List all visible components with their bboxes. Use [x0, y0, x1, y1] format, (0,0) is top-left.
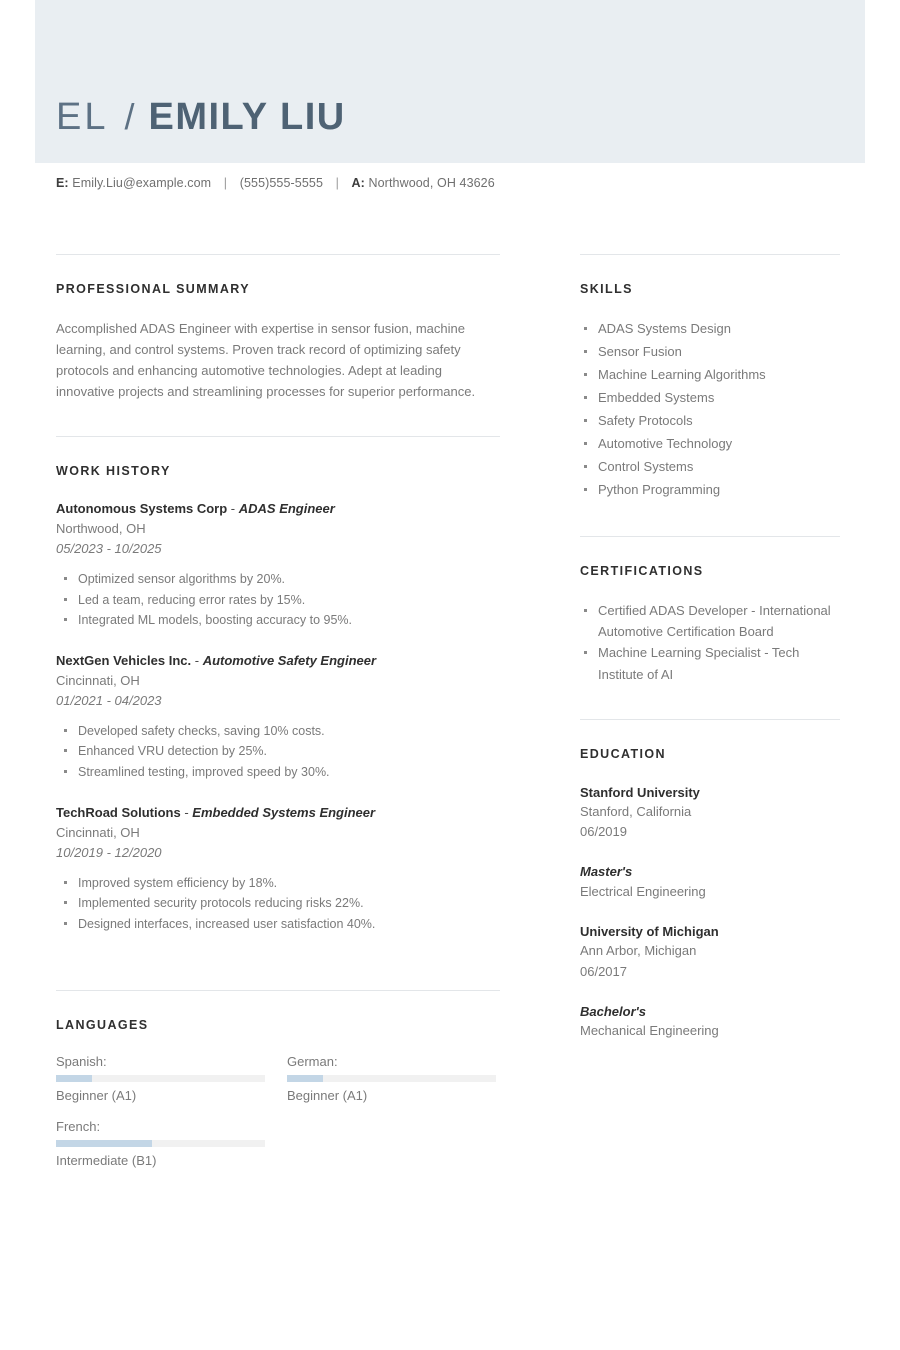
language-item: [56, 1054, 265, 1103]
certification-item: Certified ADAS Developer - International Automotive Certification Board: [580, 600, 840, 642]
language-progress-fill: [56, 1140, 152, 1147]
section-spacer: [580, 685, 840, 719]
language-item: [287, 1054, 496, 1103]
job-bullet-list: [56, 721, 500, 782]
language-progress-track: [56, 1140, 265, 1147]
divider-summary: [56, 254, 500, 255]
section-title-certifications: CERTIFICATIONS: [580, 564, 704, 579]
divider-work-history: [56, 436, 500, 437]
job-dash: -: [180, 804, 193, 820]
skill-item: Embedded Systems: [580, 387, 840, 408]
right-column: [580, 254, 840, 1061]
divider-skills: [580, 254, 840, 255]
name-heading: [56, 96, 346, 139]
job-bullet: Developed safety checks, saving 10% costs.: [56, 721, 500, 741]
language-progress-track: [287, 1075, 496, 1082]
job-location: Cincinnati, OH: [56, 672, 140, 688]
contact-line: [56, 176, 495, 190]
language-progress-fill: [287, 1075, 323, 1082]
job-role: Automotive Safety Engineer: [202, 653, 377, 669]
language-progress-fill: [56, 1075, 92, 1082]
section-title-languages: LANGUAGES: [56, 1017, 149, 1032]
name-separator: /: [124, 96, 135, 137]
education-degree: Bachelor's: [580, 1003, 646, 1019]
address-value: Northwood, OH 43626: [368, 176, 495, 190]
job-role: ADAS Engineer: [238, 501, 335, 517]
skill-item: Safety Protocols: [580, 410, 840, 431]
language-name: German:: [287, 1053, 338, 1069]
job-dash: -: [227, 501, 239, 517]
job-entry: [56, 804, 500, 934]
job-bullet: Integrated ML models, boosting accuracy to 95%.: [56, 610, 500, 630]
education-date: 06/2017: [580, 963, 627, 979]
education-field: Electrical Engineering: [580, 883, 706, 899]
education-date: 06/2019: [580, 824, 627, 840]
language-level: Beginner (A1): [287, 1087, 368, 1103]
job-bullet: Improved system efficiency by 18%.: [56, 873, 500, 893]
education-field: Mechanical Engineering: [580, 1023, 719, 1039]
job-bullet-list: [56, 873, 500, 934]
skill-item: Python Programming: [580, 479, 840, 500]
summary-text: Accomplished ADAS Engineer with expertise in sensor fusion, machine learning, and control systems. Proven track record of optimizing safety protocols and enhancing automotive technologies. Adept at leading innovative projects and streamlining processes for superior performance.: [56, 321, 476, 400]
job-title-line: [56, 500, 500, 519]
job-title-line: [56, 804, 500, 823]
skill-item: Control Systems: [580, 456, 840, 477]
address-label: A:: [351, 176, 365, 190]
skill-item: Automotive Technology: [580, 433, 840, 454]
language-name: French:: [56, 1118, 101, 1134]
section-title-skills: SKILLS: [580, 282, 633, 296]
phone-value: (555)555-5555: [239, 176, 324, 190]
job-bullet: Led a team, reducing error rates by 15%.: [56, 590, 500, 610]
job-dates: 01/2021 - 04/2023: [56, 693, 162, 709]
education-school: Stanford University: [580, 784, 700, 800]
skill-item: Machine Learning Algorithms: [580, 364, 840, 385]
initials-monogram: EL: [56, 96, 109, 138]
job-bullet: Streamlined testing, improved speed by 30%.: [56, 762, 500, 782]
job-dash: -: [191, 653, 203, 669]
language-progress-track: [56, 1075, 265, 1082]
education-degree-entry: [580, 862, 840, 902]
skills-list: [580, 318, 840, 500]
section-title-education: EDUCATION: [580, 746, 666, 761]
job-bullet: Optimized sensor algorithms by 20%.: [56, 569, 500, 589]
job-company: TechRoad Solutions: [56, 804, 181, 820]
education-location: Ann Arbor, Michigan: [580, 943, 697, 959]
job-bullet: Designed interfaces, increased user satisfaction 40%.: [56, 914, 500, 934]
language-level: Intermediate (B1): [56, 1152, 157, 1168]
contact-divider-2: |: [335, 176, 339, 190]
job-location: Cincinnati, OH: [56, 824, 140, 840]
languages-grid: [56, 1054, 500, 1184]
job-role: Embedded Systems Engineer: [192, 804, 376, 820]
job-entry: [56, 500, 500, 630]
contact-divider-1: |: [223, 176, 228, 190]
job-title-line: [56, 652, 500, 671]
divider-languages: [56, 990, 500, 991]
education-degree-entry: [580, 1002, 840, 1042]
section-spacer: [580, 502, 840, 536]
language-level: Beginner (A1): [56, 1087, 137, 1103]
education-entry: [580, 783, 840, 843]
divider-education: [580, 719, 840, 720]
job-dates: 10/2019 - 12/2020: [56, 844, 162, 860]
job-company: Autonomous Systems Corp: [56, 501, 228, 517]
email-label: E:: [56, 176, 69, 190]
divider-certifications: [580, 536, 840, 537]
certification-item: Machine Learning Specialist - Tech Institute of AI: [580, 642, 840, 684]
language-item: [56, 1119, 265, 1168]
education-location: Stanford, California: [580, 804, 692, 820]
job-bullet: Enhanced VRU detection by 25%.: [56, 741, 500, 761]
section-title-summary: PROFESSIONAL SUMMARY: [56, 282, 250, 296]
job-entry: [56, 652, 500, 782]
skill-item: Sensor Fusion: [580, 341, 840, 362]
job-bullet: Implemented security protocols reducing risks 22%.: [56, 893, 500, 913]
education-degree: Master's: [580, 864, 633, 880]
job-bullet-list: [56, 569, 500, 630]
section-spacer: [56, 956, 500, 990]
skill-item: ADAS Systems Design: [580, 318, 840, 339]
full-name: EMILY LIU: [148, 96, 346, 138]
education-school: University of Michigan: [580, 923, 719, 939]
left-column: [56, 254, 500, 1184]
language-name: Spanish:: [56, 1053, 107, 1069]
job-dates: 05/2023 - 10/2025: [56, 541, 162, 557]
job-location: Northwood, OH: [56, 521, 146, 537]
section-title-work-history: WORK HISTORY: [56, 464, 171, 479]
certifications-list: [580, 600, 840, 684]
job-company: NextGen Vehicles Inc.: [56, 653, 192, 669]
email-value: Emily.Liu@example.com: [72, 176, 212, 190]
education-entry: [580, 922, 840, 982]
